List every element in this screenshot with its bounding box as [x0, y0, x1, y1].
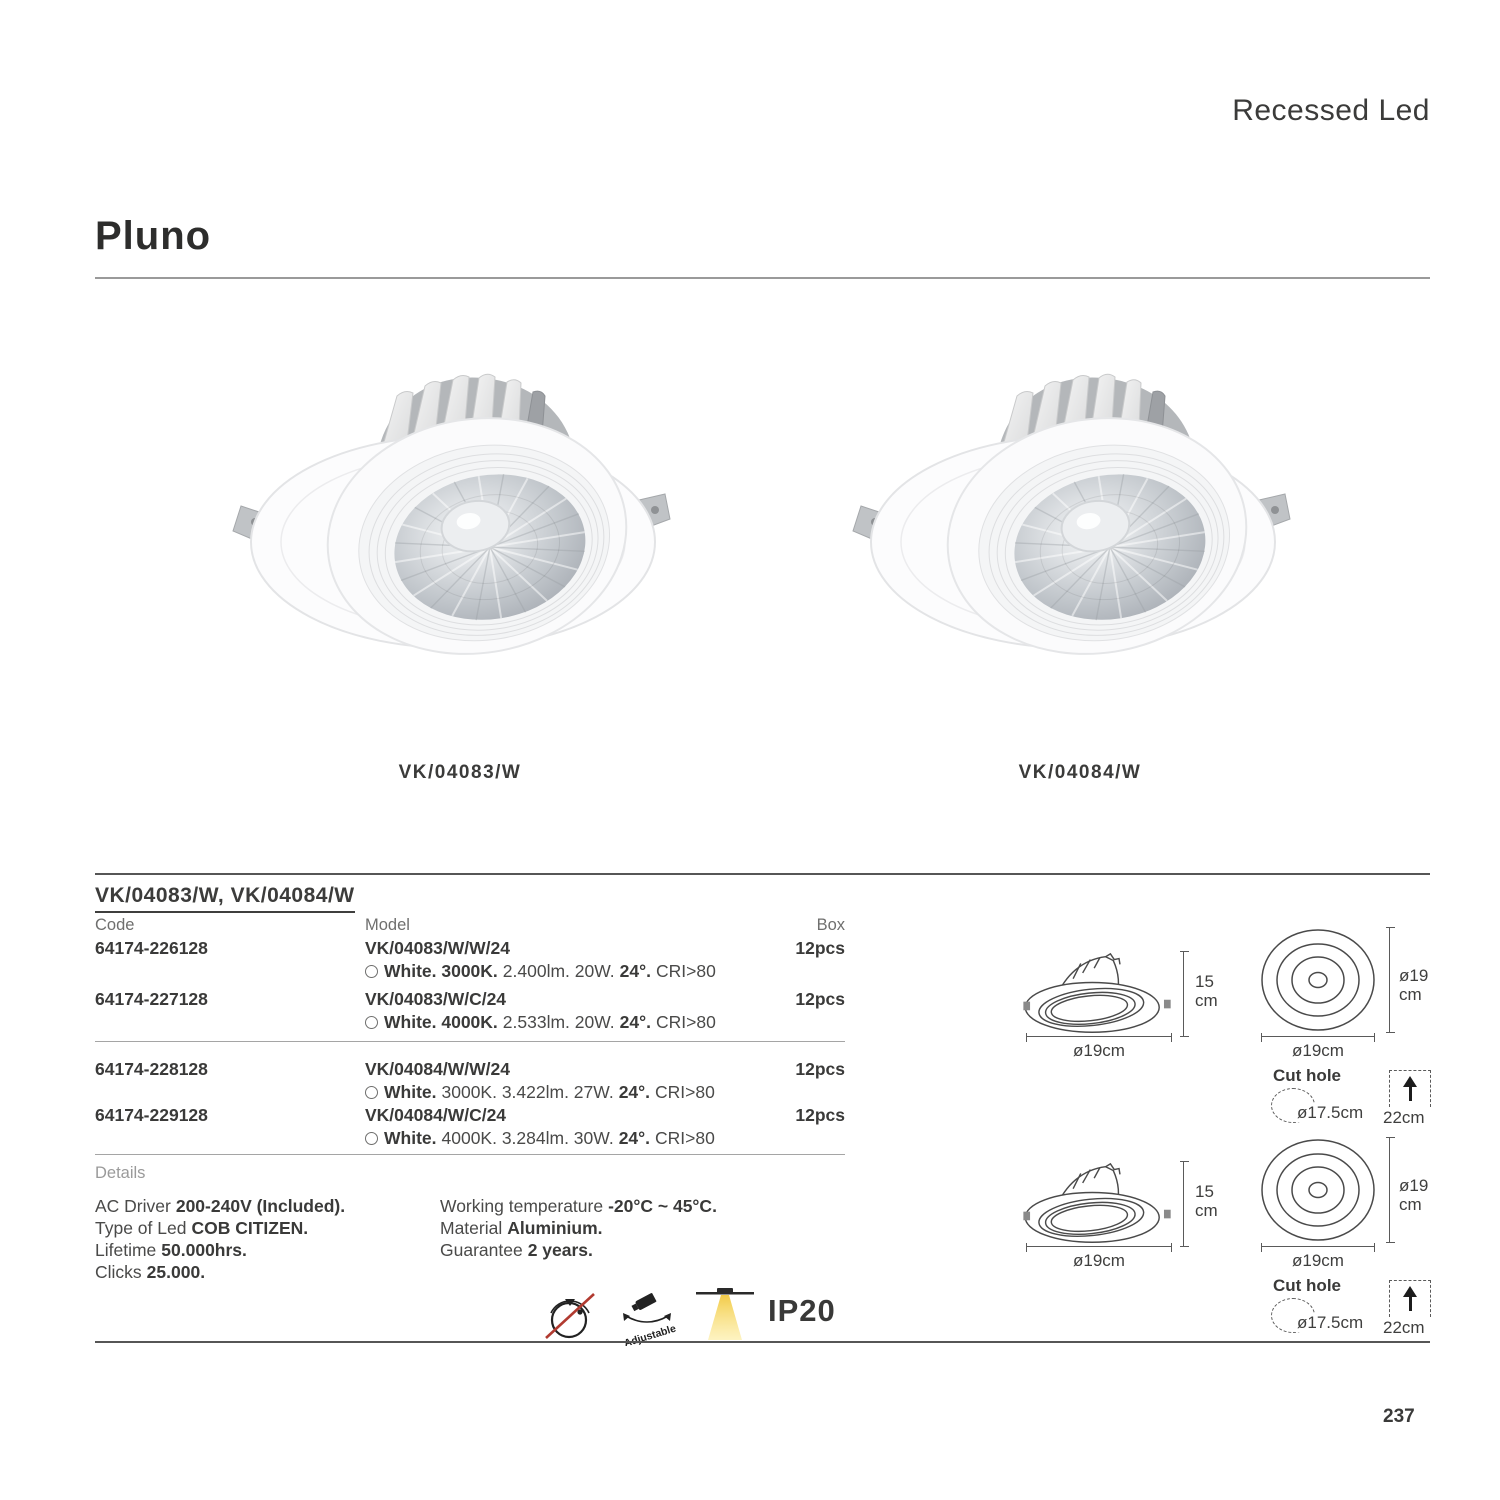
spec-cri: CRI>80	[656, 1012, 716, 1032]
detail-key: Clicks	[95, 1262, 142, 1282]
detail-key: AC Driver	[95, 1196, 171, 1216]
diameter-dimension-line	[1027, 1036, 1171, 1037]
product-code: 64174-227128	[95, 989, 208, 1009]
white-color-dot	[365, 1086, 378, 1099]
spec-cri: CRI>80	[655, 1128, 715, 1148]
height-dimension-label: 15 cm	[1195, 972, 1218, 1010]
box-quantity: 12pcs	[795, 938, 845, 958]
product-photo-2	[845, 356, 1315, 664]
recess-depth-box	[1389, 1070, 1431, 1107]
detail-line	[95, 1240, 247, 1261]
diameter-dimension-line	[1027, 1246, 1171, 1247]
spec-angle: 24°.	[618, 1128, 651, 1148]
page-title: Pluno	[95, 214, 212, 258]
height-dimension-line	[1183, 952, 1184, 1036]
details-label: Details	[95, 1164, 146, 1182]
white-color-dot	[365, 965, 378, 978]
downlight-photo-icon	[845, 356, 1315, 664]
detail-line	[95, 1196, 345, 1217]
diameter-dimension-line	[1262, 1036, 1374, 1037]
detail-key: Guarantee	[440, 1240, 523, 1260]
detail-line	[440, 1196, 717, 1217]
front-view-drawing	[1260, 928, 1376, 1032]
product-code: 64174-226128	[95, 938, 208, 958]
spec-line	[365, 1082, 720, 1103]
spec-line	[365, 1012, 721, 1033]
detail-key: Type of Led	[95, 1218, 187, 1238]
white-color-dot	[365, 1016, 378, 1029]
diameter-dimension-label: ø19cm	[1073, 1041, 1125, 1060]
table-row	[95, 1059, 845, 1081]
title-divider	[95, 277, 1430, 279]
detail-line	[95, 1218, 308, 1239]
col-header-box: Box	[816, 916, 845, 934]
detail-value: 25.000.	[146, 1262, 206, 1282]
spec-text: 2.400lm. 20W.	[502, 961, 615, 981]
spec-cri: CRI>80	[656, 961, 716, 981]
col-header-model: Model	[365, 916, 410, 934]
adjustable-tilt-icon	[614, 1288, 680, 1346]
table-row	[95, 989, 845, 1011]
diameter-dimension-label: ø19 cm	[1399, 1176, 1429, 1214]
product-model: VK/04084/W/W/24	[365, 1059, 510, 1079]
spec-text: 4000K. 3.284lm. 30W.	[441, 1128, 614, 1148]
table-row	[95, 1105, 845, 1127]
diameter-dimension-line	[1262, 1246, 1374, 1247]
spec-angle: 24°.	[619, 961, 651, 981]
detail-value: 2 years.	[527, 1240, 593, 1260]
box-quantity: 12pcs	[795, 1105, 845, 1125]
cut-hole-diameter-label: ø17.5cm	[1297, 1313, 1364, 1332]
page-number: 237	[1383, 1406, 1415, 1427]
side-view-drawing	[1020, 950, 1175, 1038]
spec-bold: White.	[384, 1082, 437, 1102]
cut-hole-title: Cut hole	[1273, 1066, 1341, 1085]
spec-text: 2.533lm. 20W.	[502, 1012, 615, 1032]
diameter-dimension-label: ø19 cm	[1399, 966, 1429, 1004]
ip-rating-badge: IP20	[768, 1293, 836, 1328]
product-model: VK/04084/W/C/24	[365, 1105, 507, 1125]
diameter-dimension-label: ø19cm	[1292, 1041, 1344, 1060]
box-quantity: 12pcs	[795, 989, 845, 1009]
product-model: VK/04083/W/C/24	[365, 989, 507, 1009]
spec-cri: CRI>80	[655, 1082, 715, 1102]
front-view-drawing	[1260, 1138, 1376, 1242]
spec-line	[365, 1128, 720, 1149]
detail-value: 200-240V (Included).	[175, 1196, 346, 1216]
spec-angle: 24°.	[619, 1012, 651, 1032]
cut-hole-title: Cut hole	[1273, 1276, 1341, 1295]
product-photo-1	[225, 356, 695, 664]
recessed-downlight-beam-icon	[692, 1284, 758, 1344]
col-header-code: Code	[95, 916, 135, 934]
spec-text: 3000K. 3.422lm. 27W.	[441, 1082, 614, 1102]
product-model: VK/04083/W/W/24	[365, 938, 510, 958]
detail-line	[440, 1218, 603, 1239]
recess-depth-label: 22cm	[1383, 1108, 1425, 1127]
height-dimension-label: 15 cm	[1195, 1182, 1218, 1220]
detail-value: COB CITIZEN.	[191, 1218, 309, 1238]
spec-angle: 24°.	[618, 1082, 651, 1102]
diameter-dimension-label: ø19cm	[1292, 1251, 1344, 1270]
spec-bold: White. 3000K.	[384, 961, 498, 981]
box-quantity: 12pcs	[795, 1059, 845, 1079]
diameter-dimension-line	[1389, 1138, 1390, 1242]
spec-bold: White. 4000K.	[384, 1012, 498, 1032]
no-dim-dial-icon	[542, 1286, 600, 1344]
figure-caption: VK/04083/W	[398, 762, 522, 783]
detail-line	[440, 1240, 593, 1261]
category-heading: Recessed Led	[1232, 94, 1430, 127]
dimension-drawing-group-2	[1015, 1122, 1435, 1352]
detail-value: 50.000hrs.	[161, 1240, 247, 1260]
figure-caption: VK/04084/W	[1018, 762, 1142, 783]
recess-depth-label: 22cm	[1383, 1318, 1425, 1337]
height-dimension-line	[1183, 1162, 1184, 1246]
detail-value: Aluminium.	[507, 1218, 603, 1238]
table-row	[95, 938, 845, 960]
section-divider-top	[95, 873, 1430, 875]
product-code: 64174-229128	[95, 1105, 208, 1125]
cut-hole-diameter-label: ø17.5cm	[1297, 1103, 1364, 1122]
dimension-drawing-group-1	[1015, 912, 1435, 1142]
diameter-dimension-label: ø19cm	[1073, 1251, 1125, 1270]
downlight-photo-icon	[225, 356, 695, 664]
adjustable-label: Adjustable	[622, 1322, 678, 1346]
detail-key: Working temperature	[440, 1196, 604, 1216]
table-header-row	[95, 916, 845, 938]
row-divider	[95, 1041, 845, 1042]
side-view-drawing	[1020, 1160, 1175, 1248]
detail-value: -20°C ~ 45°C.	[608, 1196, 717, 1216]
spec-bold: White.	[384, 1128, 437, 1148]
spec-line	[365, 961, 721, 982]
detail-key: Material	[440, 1218, 503, 1238]
row-divider	[95, 1154, 845, 1155]
spec-section-title: VK/04083/W, VK/04084/W	[95, 884, 355, 913]
detail-line	[95, 1262, 205, 1283]
diameter-dimension-line	[1389, 928, 1390, 1032]
product-code: 64174-228128	[95, 1059, 208, 1079]
white-color-dot	[365, 1132, 378, 1145]
detail-key: Lifetime	[95, 1240, 157, 1260]
recess-depth-box	[1389, 1280, 1431, 1317]
